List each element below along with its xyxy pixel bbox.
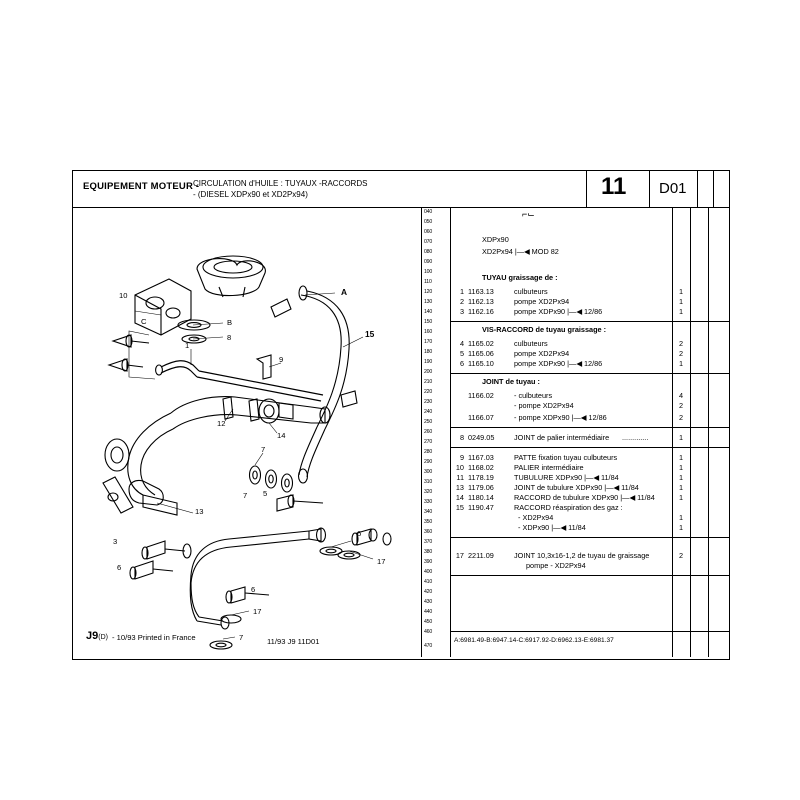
part-qty: 1: [678, 359, 684, 368]
part-desc: - pompe XDPx90 |—◀ 12/86: [514, 413, 607, 422]
ruler-tick: 160: [424, 329, 433, 335]
part-qty: 1: [678, 523, 684, 532]
ruler-tick: 220: [424, 389, 433, 395]
ruler-tick: 240: [424, 409, 433, 415]
ruler-tick: 150: [424, 319, 433, 325]
callout-10: 10: [119, 291, 128, 300]
ruler-tick: 350: [424, 519, 433, 525]
ruler-tick: 170: [424, 339, 433, 345]
part-ref: 1162.16: [468, 307, 494, 316]
ruler-tick: 200: [424, 369, 433, 375]
callout-9: 9: [279, 355, 284, 364]
ruler-tick: 310: [424, 479, 433, 485]
part-ref: 1166.07: [468, 413, 494, 422]
ruler-tick: 060: [424, 229, 433, 235]
part-qty: 1: [678, 307, 684, 316]
ruler-tick: 110: [424, 279, 432, 285]
document-print-info: - 10/93 Printed in France: [112, 633, 196, 642]
variant-xd2p: XD2Px94 |—◀ MOD 82: [482, 247, 559, 256]
ruler-tick: 340: [424, 509, 433, 515]
ruler-tick: 370: [424, 539, 433, 545]
item-no: 14: [455, 493, 464, 502]
part-desc: RACCORD réaspiration des gaz :: [514, 503, 623, 512]
part-desc: - XDPx90 |—◀ 11/84: [518, 523, 586, 532]
document-code: [86, 630, 108, 642]
ruler-tick: 080: [424, 249, 433, 255]
part-ref: 0249.05: [468, 433, 495, 442]
part-qty: 2: [678, 413, 684, 422]
ruler-tick: 440: [424, 609, 433, 615]
part-qty: 1: [678, 297, 684, 306]
ruler-tick: 070: [424, 239, 433, 245]
ruler-tick: 040: [424, 209, 433, 215]
callout-2: 5: [263, 489, 268, 498]
header-divider-2: [697, 171, 698, 207]
item-no: 4: [459, 339, 464, 348]
plate-code: D01: [659, 180, 687, 197]
header-plate-box: [586, 171, 729, 207]
callout-7-bottom: 7: [239, 633, 244, 642]
part-ref: 1165.06: [468, 349, 494, 358]
print-code: 11/93 J9 11D01: [267, 637, 320, 646]
callout-17-right: 17: [377, 557, 386, 566]
callout-5: 7: [261, 445, 266, 454]
callout-c: C: [141, 317, 147, 326]
ruler-tick: 180: [424, 349, 433, 355]
ruler-tick: 290: [424, 459, 433, 465]
row-separator: [450, 631, 729, 632]
part-ref: 1190.47: [468, 503, 494, 512]
variant-xdp: XDPx90: [482, 235, 509, 244]
group-heading: VIS-RACCORD de tuyau graissage :: [482, 325, 607, 334]
part-ref: 1166.02: [468, 391, 494, 400]
header-title: EQUIPEMENT MOTEUR -: [83, 181, 200, 192]
row-separator: [450, 447, 729, 448]
item-no: 11: [456, 473, 464, 482]
qty-column-divider-2: [690, 207, 691, 657]
part-desc: - pompe XD2Px94: [514, 401, 574, 410]
header-subtitle-1: CIRCULATION d'HUILE : TUYAUX -RACCORDS: [193, 179, 368, 188]
row-separator: [450, 575, 729, 576]
ruler-tick: 090: [424, 259, 433, 265]
callout-b-lower: 8: [227, 333, 232, 342]
plate-number: 11: [601, 173, 627, 200]
part-desc: - XD2Px94: [518, 513, 554, 522]
ruler-tick: 460: [424, 629, 433, 635]
callout-17-mid: 17: [253, 607, 262, 616]
part-desc: - culbuteurs: [514, 391, 553, 400]
ruler-tick: 320: [424, 489, 433, 495]
item-no: 17: [455, 551, 464, 560]
ruler-tick: 100: [424, 269, 433, 275]
header-subtitle-2: - (DIESEL XDPx90 et XD2Px94): [193, 190, 308, 199]
ruler-tick: 330: [424, 499, 433, 505]
row-separator: [450, 321, 729, 322]
ruler-tick: 390: [424, 559, 433, 565]
item-no: 3: [459, 307, 464, 316]
part-qty: 1: [678, 473, 684, 482]
part-qty: 2: [678, 401, 684, 410]
part-qty: 1: [678, 287, 684, 296]
part-ref: 1178.19: [468, 473, 494, 482]
part-ref: 1162.13: [468, 297, 494, 306]
part-ref: 1165.02: [468, 339, 494, 348]
part-qty: 4: [678, 391, 684, 400]
callout-6-mid: 6: [251, 585, 256, 594]
part-desc: TUBULURE XDPx90 |—◀ 11/84: [514, 473, 619, 482]
part-qty: 2: [678, 339, 684, 348]
callout-15: 15: [365, 329, 375, 339]
part-desc: PALIER intermédiaire: [514, 463, 584, 472]
row-separator: [450, 537, 729, 538]
part-qty: 1: [678, 433, 684, 442]
ruler-tick: 210: [424, 379, 433, 385]
ruler-tick: 230: [424, 399, 433, 405]
part-desc: pompe XDPx90 |—◀ 12/86: [514, 359, 603, 368]
header-divider-1: [649, 171, 650, 207]
qty-column-divider-1: [672, 207, 673, 657]
callout-14: 14: [277, 431, 286, 440]
plate-sheet: [72, 170, 730, 660]
ruler-tick: 450: [424, 619, 433, 625]
callout-a-top: A: [341, 287, 348, 297]
ruler-tick: 270: [424, 439, 433, 445]
ruler-tick: 190: [424, 359, 433, 365]
exploded-diagram: [73, 207, 421, 657]
part-qty: 1: [678, 463, 684, 472]
sheet-header: [73, 171, 729, 208]
ruler-tick: 360: [424, 529, 433, 535]
callout-13: 13: [195, 507, 204, 516]
dot-leader: .............: [622, 433, 649, 442]
ruler-tick: 420: [424, 589, 433, 595]
ruler-tick: 380: [424, 549, 433, 555]
group-heading: JOINT de tuyau :: [482, 377, 540, 386]
ruler-tick: 250: [424, 419, 433, 425]
qty-column-divider-3: [708, 207, 709, 657]
callout-6-left: 6: [117, 563, 122, 572]
group-heading: TUYAU graissage de :: [482, 273, 558, 282]
part-ref: 1163.13: [468, 287, 494, 296]
ruler-tick: 430: [424, 599, 433, 605]
ruler-tick: 280: [424, 449, 433, 455]
scale-ruler: [422, 207, 451, 657]
part-desc: RACCORD de tubulure XDPx90 |—◀ 11/84: [514, 493, 655, 502]
part-desc: pompe XD2Px94: [514, 297, 570, 306]
item-no: 15: [455, 503, 464, 512]
callout-12: 12: [217, 419, 226, 428]
item-no: 2: [459, 297, 464, 306]
callout-6-right: 6: [357, 529, 362, 538]
callout-3: 3: [113, 537, 118, 546]
part-desc: JOINT 10,3x16-1,2 de tuyau de graissage: [514, 551, 650, 560]
ruler-tick: 410: [424, 579, 433, 585]
parts-table: [421, 207, 729, 657]
part-qty: 1: [678, 493, 684, 502]
document-code-sub: (D): [98, 634, 108, 641]
ruler-tick: 300: [424, 469, 433, 475]
callout-1: 1: [185, 341, 190, 350]
item-no: 6: [459, 359, 464, 368]
part-ref: 1179.06: [468, 483, 494, 492]
part-desc: PATTE fixation tuyau culbuteurs: [514, 453, 618, 462]
ruler-tick: 470: [424, 643, 433, 649]
ruler-tick: 260: [424, 429, 433, 435]
item-no: 10: [455, 463, 464, 472]
item-no: 5: [459, 349, 464, 358]
part-desc: culbuteurs: [514, 287, 548, 296]
part-qty: 1: [678, 513, 684, 522]
ruler-tick: 140: [424, 309, 433, 315]
callout-7-mid: 7: [243, 491, 248, 500]
item-no: 13: [455, 483, 464, 492]
part-desc: JOINT de palier intermédiaire: [514, 433, 610, 442]
part-qty: 2: [678, 349, 684, 358]
part-qty: 2: [678, 551, 684, 560]
item-no: 9: [459, 453, 464, 462]
ruler-tick: 120: [424, 289, 433, 295]
part-ref: 1168.02: [468, 463, 494, 472]
part-desc: pompe - XD2Px94: [526, 561, 586, 570]
row-separator: [450, 427, 729, 428]
diagram-svg: [73, 207, 421, 657]
part-ref: 1165.10: [468, 359, 494, 368]
ruler-tick: 050: [424, 219, 433, 225]
part-qty: 1: [678, 483, 684, 492]
ruler-tick: 400: [424, 569, 433, 575]
part-desc: culbuteurs: [514, 339, 548, 348]
part-qty: 1: [678, 453, 684, 462]
part-desc: pompe XD2Px94: [514, 349, 570, 358]
callout-b-upper: B: [227, 318, 233, 327]
table-footer-refs: A:6981.49-B:6947.14-C:6917.92-D:6962.13-E:6981.37: [454, 637, 614, 644]
part-ref: 1180.14: [468, 493, 494, 502]
document-code-main: J9: [86, 630, 99, 642]
part-ref: 2211.09: [468, 551, 494, 560]
item-no: 8: [459, 433, 464, 442]
ruler-tick: 130: [424, 299, 433, 305]
symbol-icon: ⌐⌙: [522, 209, 535, 219]
row-separator: [450, 373, 729, 374]
part-ref: 1167.03: [468, 453, 494, 462]
item-no: 1: [459, 287, 464, 296]
header-divider-3: [713, 171, 714, 207]
part-desc: pompe XDPx90 |—◀ 12/86: [514, 307, 603, 316]
part-desc: JOINT de tubulure XDPx90 |—◀ 11/84: [514, 483, 639, 492]
